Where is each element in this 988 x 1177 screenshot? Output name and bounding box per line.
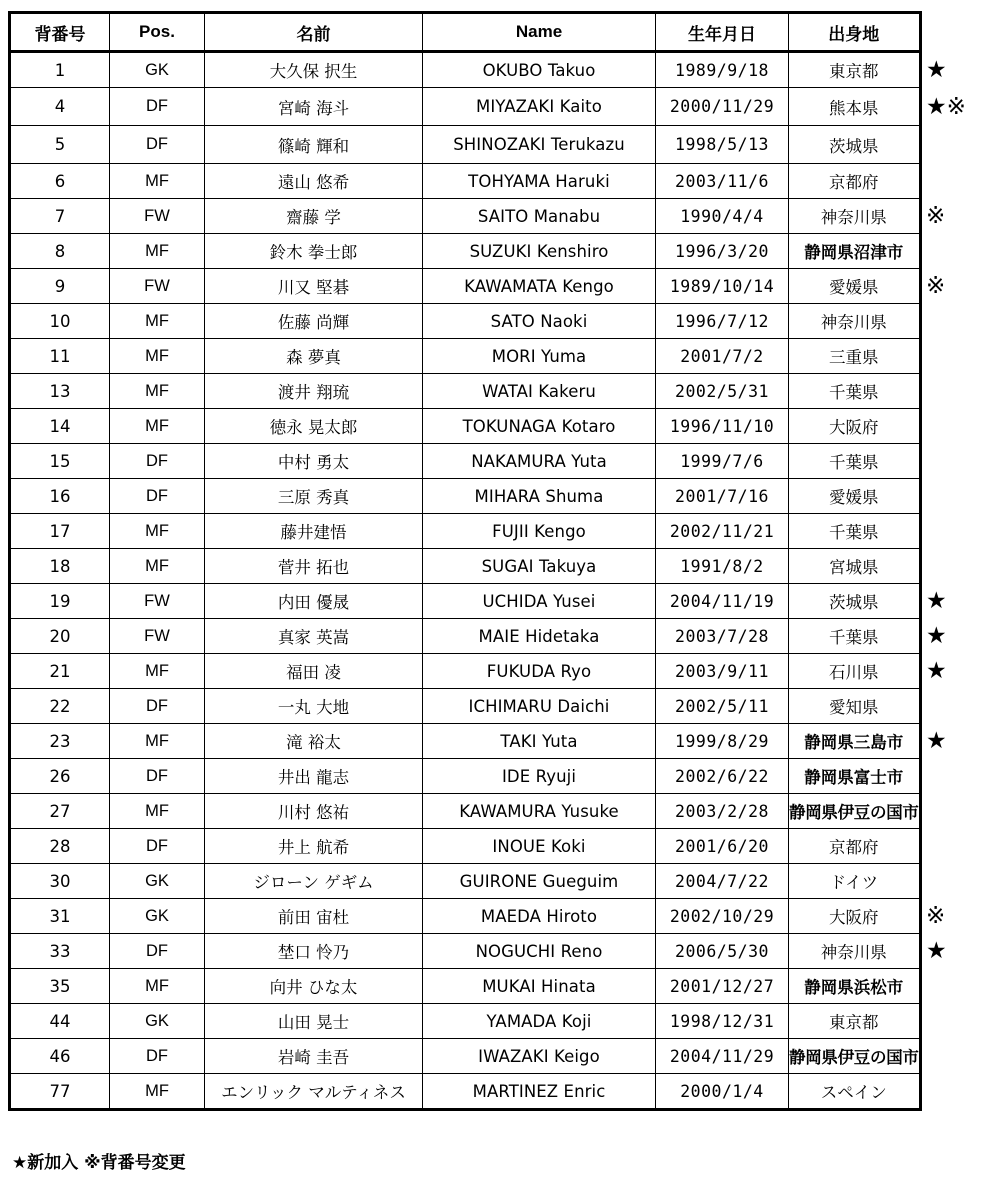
cell-birthplace: 愛媛県 bbox=[789, 269, 921, 304]
status-mark: ★ bbox=[926, 588, 947, 614]
cell-position: MF bbox=[110, 969, 205, 1004]
cell-birthdate: 1996/7/12 bbox=[656, 304, 789, 339]
cell-birthdate: 2001/7/16 bbox=[656, 479, 789, 514]
cell-name-en: SUGAI Takuya bbox=[423, 549, 656, 584]
cell-number: 33 bbox=[10, 934, 110, 969]
cell-name-jp: 福田 凌 bbox=[205, 654, 423, 689]
cell-position: MF bbox=[110, 549, 205, 584]
cell-birthplace: 京都府 bbox=[789, 829, 921, 864]
cell-birthplace: 静岡県沼津市 bbox=[789, 234, 921, 269]
cell-number: 13 bbox=[10, 374, 110, 409]
cell-position: MF bbox=[110, 164, 205, 199]
cell-name-jp: 菅井 拓也 bbox=[205, 549, 423, 584]
table-row bbox=[10, 269, 921, 304]
cell-birthdate: 2003/9/11 bbox=[656, 654, 789, 689]
cell-birthplace: 石川県 bbox=[789, 654, 921, 689]
cell-birthdate: 2002/5/31 bbox=[656, 374, 789, 409]
table-row bbox=[10, 88, 921, 126]
cell-birthdate: 2001/6/20 bbox=[656, 829, 789, 864]
status-mark: ※ bbox=[926, 903, 946, 929]
cell-number: 46 bbox=[10, 1039, 110, 1074]
cell-number: 23 bbox=[10, 724, 110, 759]
cell-number: 21 bbox=[10, 654, 110, 689]
cell-name-en: OKUBO Takuo bbox=[423, 52, 656, 88]
cell-name-jp: 前田 宙杜 bbox=[205, 899, 423, 934]
cell-birthplace: 茨城県 bbox=[789, 584, 921, 619]
cell-name-en: WATAI Kakeru bbox=[423, 374, 656, 409]
cell-name-en: TAKI Yuta bbox=[423, 724, 656, 759]
cell-number: 17 bbox=[10, 514, 110, 549]
cell-position: DF bbox=[110, 88, 205, 126]
cell-position: DF bbox=[110, 829, 205, 864]
table-row bbox=[10, 794, 921, 829]
cell-number: 8 bbox=[10, 234, 110, 269]
cell-number: 6 bbox=[10, 164, 110, 199]
cell-position: FW bbox=[110, 199, 205, 234]
cell-birthplace: 静岡県伊豆の国市 bbox=[789, 1039, 921, 1074]
cell-number: 15 bbox=[10, 444, 110, 479]
cell-birthplace: 東京都 bbox=[789, 1004, 921, 1039]
cell-name-jp: 藤井建悟 bbox=[205, 514, 423, 549]
cell-name-en: UCHIDA Yusei bbox=[423, 584, 656, 619]
cell-name-en: MIHARA Shuma bbox=[423, 479, 656, 514]
status-mark: ★ bbox=[926, 658, 947, 684]
cell-number: 16 bbox=[10, 479, 110, 514]
cell-birthplace: ドイツ bbox=[789, 864, 921, 899]
table-row bbox=[10, 584, 921, 619]
table-row bbox=[10, 549, 921, 584]
cell-name-jp: 鈴木 拳士郎 bbox=[205, 234, 423, 269]
cell-birthplace: 愛媛県 bbox=[789, 479, 921, 514]
cell-position: DF bbox=[110, 479, 205, 514]
cell-birthdate: 2001/12/27 bbox=[656, 969, 789, 1004]
cell-birthplace: 神奈川県 bbox=[789, 304, 921, 339]
cell-name-jp: 向井 ひな太 bbox=[205, 969, 423, 1004]
cell-number: 20 bbox=[10, 619, 110, 654]
table-row bbox=[10, 1039, 921, 1074]
status-mark: ★ bbox=[926, 938, 947, 964]
status-mark: ※ bbox=[926, 273, 946, 299]
table-row bbox=[10, 899, 921, 934]
table-row bbox=[10, 934, 921, 969]
cell-name-jp: 大久保 択生 bbox=[205, 52, 423, 88]
cell-name-jp: 内田 優晟 bbox=[205, 584, 423, 619]
cell-birthplace: 静岡県浜松市 bbox=[789, 969, 921, 1004]
cell-number: 1 bbox=[10, 52, 110, 88]
cell-birthdate: 2002/11/21 bbox=[656, 514, 789, 549]
table-row bbox=[10, 409, 921, 444]
cell-birthdate: 1998/5/13 bbox=[656, 126, 789, 164]
cell-name-en: KAWAMURA Yusuke bbox=[423, 794, 656, 829]
cell-position: MF bbox=[110, 374, 205, 409]
cell-birthplace: 静岡県伊豆の国市 bbox=[789, 794, 921, 829]
cell-position: GK bbox=[110, 899, 205, 934]
status-mark: ★ bbox=[926, 57, 947, 83]
cell-number: 4 bbox=[10, 88, 110, 126]
cell-birthdate: 2003/7/28 bbox=[656, 619, 789, 654]
cell-birthdate: 2004/11/19 bbox=[656, 584, 789, 619]
cell-birthdate: 2000/11/29 bbox=[656, 88, 789, 126]
cell-number: 11 bbox=[10, 339, 110, 374]
cell-position: MF bbox=[110, 654, 205, 689]
cell-name-en: NAKAMURA Yuta bbox=[423, 444, 656, 479]
cell-name-jp: 中村 勇太 bbox=[205, 444, 423, 479]
table-row bbox=[10, 304, 921, 339]
cell-birthdate: 2004/11/29 bbox=[656, 1039, 789, 1074]
cell-name-en: FUJII Kengo bbox=[423, 514, 656, 549]
cell-name-en: MARTINEZ Enric bbox=[423, 1074, 656, 1110]
cell-birthdate: 2003/2/28 bbox=[656, 794, 789, 829]
cell-position: GK bbox=[110, 52, 205, 88]
table-row bbox=[10, 52, 921, 88]
cell-position: FW bbox=[110, 584, 205, 619]
cell-name-jp: 川又 堅碁 bbox=[205, 269, 423, 304]
cell-number: 31 bbox=[10, 899, 110, 934]
cell-birthdate: 1998/12/31 bbox=[656, 1004, 789, 1039]
cell-birthdate: 1996/3/20 bbox=[656, 234, 789, 269]
cell-birthplace: 宮城県 bbox=[789, 549, 921, 584]
cell-birthdate: 2003/11/6 bbox=[656, 164, 789, 199]
cell-birthplace: 熊本県 bbox=[789, 88, 921, 126]
cell-name-en: MIYAZAKI Kaito bbox=[423, 88, 656, 126]
header-row bbox=[10, 13, 921, 52]
cell-birthplace: 神奈川県 bbox=[789, 934, 921, 969]
cell-birthplace: 茨城県 bbox=[789, 126, 921, 164]
cell-birthdate: 2002/10/29 bbox=[656, 899, 789, 934]
cell-birthdate: 2002/6/22 bbox=[656, 759, 789, 794]
table-row bbox=[10, 1074, 921, 1110]
cell-position: MF bbox=[110, 514, 205, 549]
cell-name-jp: 井出 龍志 bbox=[205, 759, 423, 794]
cell-name-en: SUZUKI Kenshiro bbox=[423, 234, 656, 269]
cell-name-jp: 山田 晃士 bbox=[205, 1004, 423, 1039]
cell-birthdate: 1999/8/29 bbox=[656, 724, 789, 759]
cell-name-jp: 佐藤 尚輝 bbox=[205, 304, 423, 339]
table-row bbox=[10, 374, 921, 409]
cell-name-en: MORI Yuma bbox=[423, 339, 656, 374]
cell-number: 77 bbox=[10, 1074, 110, 1110]
cell-name-jp: 三原 秀真 bbox=[205, 479, 423, 514]
cell-name-en: MAEDA Hiroto bbox=[423, 899, 656, 934]
cell-name-jp: 篠崎 輝和 bbox=[205, 126, 423, 164]
table-row bbox=[10, 864, 921, 899]
header-name-jp: 名前 bbox=[205, 13, 423, 52]
cell-name-en: SHINOZAKI Terukazu bbox=[423, 126, 656, 164]
status-mark: ★※ bbox=[926, 94, 966, 120]
cell-name-en: INOUE Koki bbox=[423, 829, 656, 864]
cell-birthplace: 千葉県 bbox=[789, 514, 921, 549]
cell-name-jp: エンリック マルティネス bbox=[205, 1074, 423, 1110]
status-mark: ※ bbox=[926, 203, 946, 229]
cell-birthdate: 1999/7/6 bbox=[656, 444, 789, 479]
cell-birthdate: 2000/1/4 bbox=[656, 1074, 789, 1110]
cell-name-en: MAIE Hidetaka bbox=[423, 619, 656, 654]
table-row bbox=[10, 234, 921, 269]
legend: ★新加入 ※背番号変更 bbox=[12, 1153, 186, 1173]
cell-birthplace: 静岡県三島市 bbox=[789, 724, 921, 759]
cell-number: 18 bbox=[10, 549, 110, 584]
cell-position: MF bbox=[110, 794, 205, 829]
cell-name-en: GUIRONE Gueguim bbox=[423, 864, 656, 899]
table-row bbox=[10, 1004, 921, 1039]
cell-name-en: TOHYAMA Haruki bbox=[423, 164, 656, 199]
cell-position: DF bbox=[110, 934, 205, 969]
cell-number: 14 bbox=[10, 409, 110, 444]
cell-birthdate: 1990/4/4 bbox=[656, 199, 789, 234]
cell-birthdate: 1989/10/14 bbox=[656, 269, 789, 304]
cell-name-jp: 岩崎 圭吾 bbox=[205, 1039, 423, 1074]
cell-position: DF bbox=[110, 126, 205, 164]
cell-number: 26 bbox=[10, 759, 110, 794]
cell-birthplace: スペイン bbox=[789, 1074, 921, 1110]
cell-number: 35 bbox=[10, 969, 110, 1004]
cell-birthplace: 愛知県 bbox=[789, 689, 921, 724]
cell-name-en: NOGUCHI Reno bbox=[423, 934, 656, 969]
table-row bbox=[10, 654, 921, 689]
table-row bbox=[10, 164, 921, 199]
cell-birthdate: 2004/7/22 bbox=[656, 864, 789, 899]
cell-name-jp: 滝 裕太 bbox=[205, 724, 423, 759]
cell-position: MF bbox=[110, 409, 205, 444]
cell-birthplace: 神奈川県 bbox=[789, 199, 921, 234]
header-number: 背番号 bbox=[10, 13, 110, 52]
cell-position: FW bbox=[110, 269, 205, 304]
cell-name-jp: ジローン ゲギム bbox=[205, 864, 423, 899]
table-row bbox=[10, 479, 921, 514]
cell-name-en: SATO Naoki bbox=[423, 304, 656, 339]
cell-position: DF bbox=[110, 759, 205, 794]
cell-number: 9 bbox=[10, 269, 110, 304]
cell-name-en: MUKAI Hinata bbox=[423, 969, 656, 1004]
cell-position: MF bbox=[110, 339, 205, 374]
table-row bbox=[10, 199, 921, 234]
cell-position: DF bbox=[110, 444, 205, 479]
cell-birthplace: 東京都 bbox=[789, 52, 921, 88]
cell-birthdate: 1996/11/10 bbox=[656, 409, 789, 444]
table-row bbox=[10, 724, 921, 759]
cell-number: 28 bbox=[10, 829, 110, 864]
table-row bbox=[10, 339, 921, 374]
cell-name-en: FUKUDA Ryo bbox=[423, 654, 656, 689]
cell-number: 30 bbox=[10, 864, 110, 899]
cell-position: MF bbox=[110, 234, 205, 269]
cell-name-jp: 一丸 大地 bbox=[205, 689, 423, 724]
cell-name-en: IDE Ryuji bbox=[423, 759, 656, 794]
cell-position: FW bbox=[110, 619, 205, 654]
cell-birthdate: 1989/9/18 bbox=[656, 52, 789, 88]
table-row bbox=[10, 689, 921, 724]
cell-name-en: IWAZAKI Keigo bbox=[423, 1039, 656, 1074]
cell-number: 19 bbox=[10, 584, 110, 619]
cell-birthplace: 静岡県富士市 bbox=[789, 759, 921, 794]
cell-name-jp: 宮崎 海斗 bbox=[205, 88, 423, 126]
cell-birthplace: 京都府 bbox=[789, 164, 921, 199]
status-mark: ★ bbox=[926, 623, 947, 649]
cell-birthdate: 2002/5/11 bbox=[656, 689, 789, 724]
cell-birthplace: 三重県 bbox=[789, 339, 921, 374]
cell-name-en: KAWAMATA Kengo bbox=[423, 269, 656, 304]
cell-name-en: YAMADA Koji bbox=[423, 1004, 656, 1039]
cell-name-jp: 井上 航希 bbox=[205, 829, 423, 864]
cell-birthplace: 大阪府 bbox=[789, 899, 921, 934]
cell-name-jp: 埜口 怜乃 bbox=[205, 934, 423, 969]
header-birthdate: 生年月日 bbox=[656, 13, 789, 52]
cell-position: GK bbox=[110, 864, 205, 899]
cell-number: 22 bbox=[10, 689, 110, 724]
cell-number: 44 bbox=[10, 1004, 110, 1039]
cell-name-jp: 齋藤 学 bbox=[205, 199, 423, 234]
cell-position: MF bbox=[110, 724, 205, 759]
status-mark: ★ bbox=[926, 728, 947, 754]
cell-name-jp: 森 夢真 bbox=[205, 339, 423, 374]
table-row bbox=[10, 759, 921, 794]
header-birthplace: 出身地 bbox=[789, 13, 921, 52]
roster-table bbox=[8, 11, 922, 1111]
cell-number: 27 bbox=[10, 794, 110, 829]
cell-birthdate: 2006/5/30 bbox=[656, 934, 789, 969]
table-row bbox=[10, 444, 921, 479]
cell-birthplace: 千葉県 bbox=[789, 619, 921, 654]
cell-position: DF bbox=[110, 689, 205, 724]
cell-birthplace: 千葉県 bbox=[789, 374, 921, 409]
cell-name-en: ICHIMARU Daichi bbox=[423, 689, 656, 724]
cell-birthplace: 大阪府 bbox=[789, 409, 921, 444]
cell-position: GK bbox=[110, 1004, 205, 1039]
cell-name-en: SAITO Manabu bbox=[423, 199, 656, 234]
header-position: Pos. bbox=[110, 13, 205, 52]
cell-name-jp: 川村 悠祐 bbox=[205, 794, 423, 829]
cell-number: 7 bbox=[10, 199, 110, 234]
table-row bbox=[10, 126, 921, 164]
cell-birthdate: 2001/7/2 bbox=[656, 339, 789, 374]
cell-name-en: TOKUNAGA Kotaro bbox=[423, 409, 656, 444]
cell-position: MF bbox=[110, 1074, 205, 1110]
cell-number: 10 bbox=[10, 304, 110, 339]
header-name-en: Name bbox=[423, 13, 656, 52]
table-row bbox=[10, 829, 921, 864]
roster-body bbox=[10, 52, 921, 1110]
cell-position: DF bbox=[110, 1039, 205, 1074]
cell-birthplace: 千葉県 bbox=[789, 444, 921, 479]
cell-name-jp: 渡井 翔琉 bbox=[205, 374, 423, 409]
cell-birthdate: 1991/8/2 bbox=[656, 549, 789, 584]
cell-name-jp: 徳永 晃太郎 bbox=[205, 409, 423, 444]
table-row bbox=[10, 969, 921, 1004]
cell-position: MF bbox=[110, 304, 205, 339]
table-row bbox=[10, 619, 921, 654]
table-row bbox=[10, 514, 921, 549]
cell-name-jp: 遠山 悠希 bbox=[205, 164, 423, 199]
cell-number: 5 bbox=[10, 126, 110, 164]
cell-name-jp: 真家 英嵩 bbox=[205, 619, 423, 654]
